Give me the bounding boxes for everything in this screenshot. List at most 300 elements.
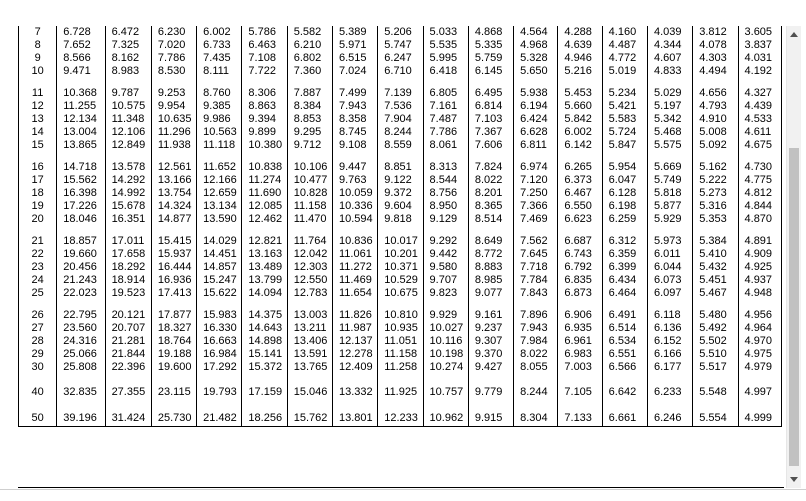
factor-cell: 7.904: [378, 113, 423, 126]
table-row: [19, 26, 782, 39]
factor-cell: 17.292: [197, 361, 242, 374]
factor-cell: 18.857: [57, 235, 105, 248]
factor-cell: 6.551: [602, 348, 647, 361]
factor-cell: 7.366: [514, 200, 558, 213]
factor-cell: 10.371: [378, 261, 423, 274]
factor-cell: 4.968: [514, 39, 558, 52]
table-bottom-border: [18, 487, 784, 488]
gap-cell: [287, 400, 332, 410]
factor-cell: 18.256: [242, 410, 287, 427]
factor-cell: 14.029: [197, 235, 242, 248]
factor-cell: 18.046: [57, 213, 105, 226]
factor-cell: 5.669: [647, 161, 692, 174]
period-cell: 26: [19, 309, 57, 322]
factor-cell: 7.120: [514, 174, 558, 187]
factor-cell: 6.142: [558, 139, 602, 152]
factor-cell: 4.772: [602, 52, 647, 65]
gap-cell: [647, 78, 692, 87]
table-row: [19, 65, 782, 78]
factor-cell: 5.847: [602, 139, 647, 152]
row-group-gap: [19, 400, 782, 410]
table-row: [19, 139, 782, 152]
factor-cell: 6.743: [558, 248, 602, 261]
factor-cell: 5.162: [693, 161, 738, 174]
factor-cell: 11.654: [332, 287, 377, 300]
factor-cell: 7.786: [151, 52, 196, 65]
gap-cell: [647, 300, 692, 309]
factor-cell: 6.495: [468, 87, 513, 100]
factor-cell: 10.336: [332, 200, 377, 213]
factor-cell: 4.868: [468, 26, 513, 39]
gap-cell: [197, 374, 242, 384]
factor-cell: 22.396: [105, 361, 151, 374]
factor-cell: 8.162: [105, 52, 151, 65]
period-cell: 13: [19, 113, 57, 126]
gap-cell: [423, 400, 468, 410]
factor-cell: 10.529: [378, 274, 423, 287]
gap-cell: [242, 300, 287, 309]
gap-cell: [423, 152, 468, 161]
factor-cell: 9.763: [332, 174, 377, 187]
factor-cell: 4.160: [602, 26, 647, 39]
row-group-gap: [19, 226, 782, 235]
gap-cell: [19, 152, 57, 161]
factor-cell: 23.560: [57, 322, 105, 335]
factor-cell: 6.359: [602, 248, 647, 261]
factor-cell: 10.477: [287, 174, 332, 187]
period-cell: 29: [19, 348, 57, 361]
factor-cell: 6.687: [558, 235, 602, 248]
factor-cell: 13.003: [287, 309, 332, 322]
factor-cell: 20.121: [105, 309, 151, 322]
factor-cell: 16.330: [197, 322, 242, 335]
gap-cell: [514, 400, 558, 410]
factor-cell: 6.661: [602, 410, 647, 427]
factor-cell: 5.554: [693, 410, 738, 427]
factor-cell: 4.937: [738, 274, 781, 287]
factor-cell: 13.765: [287, 361, 332, 374]
factor-cell: 5.019: [602, 65, 647, 78]
factor-cell: 4.812: [738, 187, 781, 200]
factor-cell: 19.660: [57, 248, 105, 261]
factor-cell: 8.306: [242, 87, 287, 100]
factor-cell: 4.948: [738, 287, 781, 300]
factor-cell: 7.367: [468, 126, 513, 139]
factor-cell: 6.011: [647, 248, 692, 261]
table-row: [19, 161, 782, 174]
factor-cell: 4.793: [693, 100, 738, 113]
factor-cell: 8.061: [423, 139, 468, 152]
factor-cell: 6.534: [602, 335, 647, 348]
factor-cell: 11.652: [197, 161, 242, 174]
factor-cell: 4.891: [738, 235, 781, 248]
factor-cell: 8.950: [423, 200, 468, 213]
factor-cell: 19.600: [151, 361, 196, 374]
gap-cell: [105, 300, 151, 309]
factor-cell: 4.910: [693, 113, 738, 126]
factor-cell: 14.857: [197, 261, 242, 274]
factor-cell: 9.604: [378, 200, 423, 213]
factor-cell: 4.031: [738, 52, 781, 65]
factor-cell: 6.424: [514, 113, 558, 126]
factor-cell: 7.003: [558, 361, 602, 374]
scroll-up-button[interactable]: [787, 26, 801, 43]
table-row: [19, 39, 782, 52]
window-divider: [0, 489, 806, 490]
factor-cell: 8.983: [105, 65, 151, 78]
factor-cell: 5.502: [693, 335, 738, 348]
period-cell: 18: [19, 187, 57, 200]
factor-cell: 6.233: [647, 384, 692, 400]
factor-cell: 9.471: [57, 65, 105, 78]
factor-cell: 4.533: [738, 113, 781, 126]
table-row: [19, 410, 782, 427]
gap-cell: [19, 78, 57, 87]
gap-cell: [468, 152, 513, 161]
factor-cell: 6.312: [602, 235, 647, 248]
period-cell: 11: [19, 87, 57, 100]
factor-cell: 5.480: [693, 309, 738, 322]
gap-cell: [514, 374, 558, 384]
factor-cell: 4.078: [693, 39, 738, 52]
factor-cell: 12.134: [57, 113, 105, 126]
factor-cell: 6.136: [647, 322, 692, 335]
factor-cell: 17.159: [242, 384, 287, 400]
gap-cell: [468, 400, 513, 410]
gap-cell: [693, 226, 738, 235]
factor-cell: 6.194: [514, 100, 558, 113]
factor-cell: 6.467: [558, 187, 602, 200]
gap-cell: [738, 226, 781, 235]
factor-cell: 5.971: [332, 39, 377, 52]
factor-cell: 11.469: [332, 274, 377, 287]
factor-cell: 10.106: [287, 161, 332, 174]
vertical-scrollbar[interactable]: [786, 26, 801, 488]
factor-cell: 17.226: [57, 200, 105, 213]
factor-cell: 39.196: [57, 410, 105, 427]
gap-cell: [242, 78, 287, 87]
gap-cell: [151, 374, 196, 384]
factor-cell: 9.307: [468, 335, 513, 348]
gap-cell: [57, 78, 105, 87]
factor-cell: 13.801: [332, 410, 377, 427]
factor-cell: 11.158: [287, 200, 332, 213]
period-cell: 12: [19, 100, 57, 113]
gap-cell: [332, 400, 377, 410]
gap-cell: [57, 300, 105, 309]
factor-cell: 13.865: [57, 139, 105, 152]
factor-cell: 7.020: [151, 39, 196, 52]
factor-cell: 7.786: [423, 126, 468, 139]
factor-cell: 9.915: [468, 410, 513, 427]
factor-cell: 7.469: [514, 213, 558, 226]
factor-cell: 11.987: [332, 322, 377, 335]
gap-cell: [242, 374, 287, 384]
period-cell: 25: [19, 287, 57, 300]
factor-cell: 6.198: [602, 200, 647, 213]
factor-cell: 4.192: [738, 65, 781, 78]
factor-cell: 9.161: [468, 309, 513, 322]
factor-cell: 6.230: [151, 26, 196, 39]
factor-cell: 14.451: [197, 248, 242, 261]
gap-cell: [738, 374, 781, 384]
factor-cell: 8.851: [378, 161, 423, 174]
factor-cell: 16.351: [105, 213, 151, 226]
gap-cell: [647, 226, 692, 235]
factor-cell: 12.278: [332, 348, 377, 361]
factor-cell: 18.327: [151, 322, 196, 335]
factor-cell: 9.427: [468, 361, 513, 374]
factor-cell: 22.795: [57, 309, 105, 322]
factor-cell: 6.265: [558, 161, 602, 174]
gap-cell: [602, 226, 647, 235]
factor-cell: 7.024: [332, 65, 377, 78]
factor-cell: 27.355: [105, 384, 151, 400]
factor-cell: 6.802: [287, 52, 332, 65]
table-row: [19, 100, 782, 113]
factor-cell: 6.073: [647, 274, 692, 287]
gap-cell: [105, 78, 151, 87]
factor-cell: 14.643: [242, 322, 287, 335]
period-cell: 40: [19, 384, 57, 400]
factor-cell: 7.133: [558, 410, 602, 427]
factor-cell: 6.974: [514, 161, 558, 174]
factor-cell: 8.853: [287, 113, 332, 126]
period-cell: 10: [19, 65, 57, 78]
factor-cell: 8.313: [423, 161, 468, 174]
factor-cell: 5.335: [468, 39, 513, 52]
factor-cell: 4.964: [738, 322, 781, 335]
factor-cell: 16.444: [151, 261, 196, 274]
factor-cell: 7.824: [468, 161, 513, 174]
gap-cell: [197, 152, 242, 161]
gap-cell: [514, 78, 558, 87]
factor-cell: 12.085: [242, 200, 287, 213]
gap-cell: [151, 400, 196, 410]
gap-cell: [151, 300, 196, 309]
factor-cell: 4.870: [738, 213, 781, 226]
factor-cell: 8.756: [423, 187, 468, 200]
factor-cell: 10.274: [423, 361, 468, 374]
factor-cell: 9.712: [287, 139, 332, 152]
gap-cell: [558, 300, 602, 309]
period-cell: 28: [19, 335, 57, 348]
factor-cell: 6.210: [287, 39, 332, 52]
table-row: [19, 126, 782, 139]
factor-cell: 4.639: [558, 39, 602, 52]
factor-cell: 5.453: [558, 87, 602, 100]
gap-cell: [468, 300, 513, 309]
factor-cell: 5.328: [514, 52, 558, 65]
factor-cell: 5.492: [693, 322, 738, 335]
table-row: [19, 52, 782, 65]
gap-cell: [378, 152, 423, 161]
factor-cell: 5.467: [693, 287, 738, 300]
factor-cell: 12.462: [242, 213, 287, 226]
factor-cell: 16.984: [197, 348, 242, 361]
factor-cell: 5.410: [693, 248, 738, 261]
factor-cell: 24.316: [57, 335, 105, 348]
factor-cell: 5.548: [693, 384, 738, 400]
gap-cell: [378, 300, 423, 309]
table-row: [19, 309, 782, 322]
factor-cell: 7.843: [514, 287, 558, 300]
factor-cell: 17.011: [105, 235, 151, 248]
factor-cell: 10.962: [423, 410, 468, 427]
factor-cell: 6.145: [468, 65, 513, 78]
factor-cell: 7.984: [514, 335, 558, 348]
factor-cell: 8.514: [468, 213, 513, 226]
factor-cell: 5.206: [378, 26, 423, 39]
factor-cell: 6.983: [558, 348, 602, 361]
factor-cell: 4.656: [693, 87, 738, 100]
factor-cell: 5.995: [423, 52, 468, 65]
factor-cell: 12.849: [105, 139, 151, 152]
factor-cell: 11.255: [57, 100, 105, 113]
gap-cell: [378, 78, 423, 87]
factor-cell: 5.660: [558, 100, 602, 113]
factor-cell: 8.365: [468, 200, 513, 213]
factor-cell: 5.650: [514, 65, 558, 78]
factor-cell: 13.406: [287, 335, 332, 348]
factor-cell: 6.118: [647, 309, 692, 322]
factor-cell: 8.384: [287, 100, 332, 113]
factor-cell: 5.877: [647, 200, 692, 213]
factor-cell: 6.515: [332, 52, 377, 65]
factor-cell: 10.935: [378, 322, 423, 335]
factor-cell: 7.645: [514, 248, 558, 261]
factor-cell: 16.936: [151, 274, 196, 287]
factor-cell: 6.728: [57, 26, 105, 39]
table-row: [19, 335, 782, 348]
factor-cell: 6.566: [602, 361, 647, 374]
factor-cell: 9.899: [242, 126, 287, 139]
factor-cell: 6.472: [105, 26, 151, 39]
factor-cell: 6.373: [558, 174, 602, 187]
gap-cell: [468, 78, 513, 87]
gap-cell: [423, 226, 468, 235]
factor-cell: 4.607: [647, 52, 692, 65]
factor-cell: 21.281: [105, 335, 151, 348]
gap-cell: [514, 152, 558, 161]
scroll-down-button[interactable]: [787, 471, 801, 488]
factor-cell: 7.105: [558, 384, 602, 400]
factor-cell: 21.243: [57, 274, 105, 287]
factor-cell: 4.975: [738, 348, 781, 361]
period-cell: 14: [19, 126, 57, 139]
factor-cell: 13.489: [242, 261, 287, 274]
factor-cell: 9.385: [197, 100, 242, 113]
factor-cell: 9.707: [423, 274, 468, 287]
period-cell: 24: [19, 274, 57, 287]
table-row: [19, 235, 782, 248]
factor-cell: 8.566: [57, 52, 105, 65]
factor-cell: 7.943: [514, 322, 558, 335]
factor-cell: 4.979: [738, 361, 781, 374]
table-body: [19, 26, 782, 427]
gap-cell: [105, 374, 151, 384]
period-cell: 30: [19, 361, 57, 374]
factor-cell: 9.253: [151, 87, 196, 100]
factor-cell: 17.413: [151, 287, 196, 300]
factor-cell: 6.177: [647, 361, 692, 374]
factor-cell: 9.823: [423, 287, 468, 300]
gap-cell: [558, 226, 602, 235]
factor-cell: 4.956: [738, 309, 781, 322]
factor-cell: 8.985: [468, 274, 513, 287]
factor-cell: 10.575: [105, 100, 151, 113]
factor-cell: 7.499: [332, 87, 377, 100]
factor-cell: 15.415: [151, 235, 196, 248]
table-row: [19, 187, 782, 200]
gap-cell: [468, 226, 513, 235]
factor-cell: 7.943: [332, 100, 377, 113]
factor-cell: 13.591: [287, 348, 332, 361]
factor-cell: 14.094: [242, 287, 287, 300]
factor-cell: 8.863: [242, 100, 287, 113]
gap-cell: [151, 152, 196, 161]
gap-cell: [57, 152, 105, 161]
factor-cell: 8.559: [378, 139, 423, 152]
table-row: [19, 200, 782, 213]
factor-cell: 9.929: [423, 309, 468, 322]
factor-cell: 14.718: [57, 161, 105, 174]
period-cell: 50: [19, 410, 57, 427]
table-row: [19, 261, 782, 274]
factor-cell: 6.002: [197, 26, 242, 39]
factor-cell: 7.139: [378, 87, 423, 100]
factor-cell: 11.274: [242, 174, 287, 187]
factor-cell: 11.258: [378, 361, 423, 374]
factor-cell: 5.583: [602, 113, 647, 126]
factor-cell: 18.292: [105, 261, 151, 274]
factor-cell: 8.304: [514, 410, 558, 427]
factor-cell: 4.303: [693, 52, 738, 65]
gap-cell: [423, 300, 468, 309]
factor-cell: 6.906: [558, 309, 602, 322]
factor-cell: 7.562: [514, 235, 558, 248]
factor-cell: 7.784: [514, 274, 558, 287]
table-row: [19, 287, 782, 300]
row-group-gap: [19, 78, 782, 87]
factor-cell: 13.754: [151, 187, 196, 200]
gap-cell: [287, 300, 332, 309]
table-row: [19, 248, 782, 261]
factor-cell: 14.992: [105, 187, 151, 200]
factor-cell: 5.973: [647, 235, 692, 248]
factor-cell: 18.914: [105, 274, 151, 287]
factor-cell: 15.983: [197, 309, 242, 322]
gap-cell: [57, 400, 105, 410]
factor-cell: 15.678: [105, 200, 151, 213]
gap-cell: [602, 152, 647, 161]
factor-cell: 10.675: [378, 287, 423, 300]
factor-cell: 4.039: [647, 26, 692, 39]
factor-cell: 12.409: [332, 361, 377, 374]
factor-cell: 13.166: [151, 174, 196, 187]
factor-cell: 5.033: [423, 26, 468, 39]
factor-cell: 16.663: [197, 335, 242, 348]
scrollbar-thumb[interactable]: [789, 148, 799, 466]
factor-cell: 5.029: [647, 87, 692, 100]
factor-cell: 6.642: [602, 384, 647, 400]
factor-cell: 9.818: [378, 213, 423, 226]
factor-cell: 10.380: [242, 139, 287, 152]
factor-cell: 10.838: [242, 161, 287, 174]
factor-cell: 5.938: [514, 87, 558, 100]
factor-cell: 18.764: [151, 335, 196, 348]
factor-cell: 11.272: [332, 261, 377, 274]
